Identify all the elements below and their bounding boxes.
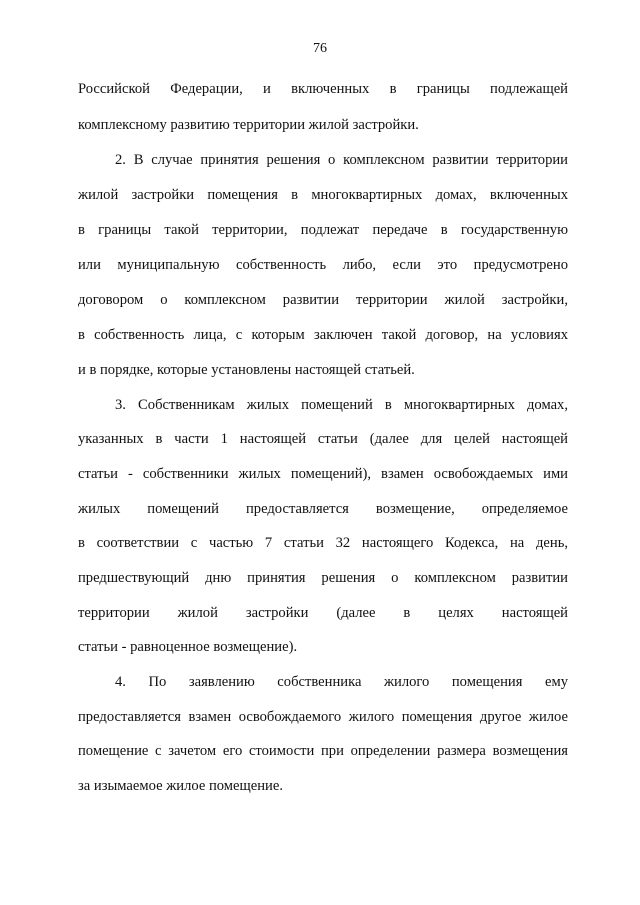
text-line: предшествующий дню принятия решения о комплексном развитии: [78, 570, 568, 586]
text-line: в границы такой территории, подлежат передаче в государственную: [78, 222, 568, 238]
text-line: договором о комплексном развитии территории жилой застройки,: [78, 292, 568, 308]
text-line: статьи - собственники жилых помещений), взамен освобождаемых ими: [78, 466, 568, 482]
text-line: 2. В случае принятия решения о комплексном развитии территории: [115, 152, 568, 168]
text-line: Российской Федерации, и включенных в границы подлежащей: [78, 81, 568, 97]
text-line: жилой застройки помещения в многоквартирных домах, включенных: [78, 187, 568, 203]
text-line: 3. Собственникам жилых помещений в многоквартирных домах,: [115, 397, 568, 413]
text-line: предоставляется взамен освобождаемого жилого помещения другое жилое: [78, 709, 568, 725]
text-line: жилых помещений предоставляется возмещение, определяемое: [78, 501, 568, 517]
text-line: помещение с зачетом его стоимости при определении размера возмещения: [78, 743, 568, 759]
text-line: или муниципальную собственность либо, если это предусмотрено: [78, 257, 568, 273]
text-line: 4. По заявлению собственника жилого помещения ему: [115, 674, 568, 690]
page-number: 76: [313, 41, 327, 56]
text-line: комплексному развитию территории жилой застройки.: [78, 117, 419, 133]
text-line: указанных в части 1 настоящей статьи (далее для целей настоящей: [78, 431, 568, 447]
text-line: в соответствии с частью 7 статьи 32 настоящего Кодекса, на день,: [78, 535, 568, 551]
text-line: территории жилой застройки (далее в целях настоящей: [78, 605, 568, 621]
text-line: в собственность лица, с которым заключен такой договор, на условиях: [78, 327, 568, 343]
text-line: за изымаемое жилое помещение.: [78, 778, 283, 794]
text-line: и в порядке, которые установлены настоящей статьей.: [78, 362, 415, 378]
text-line: статьи - равноценное возмещение).: [78, 639, 298, 655]
